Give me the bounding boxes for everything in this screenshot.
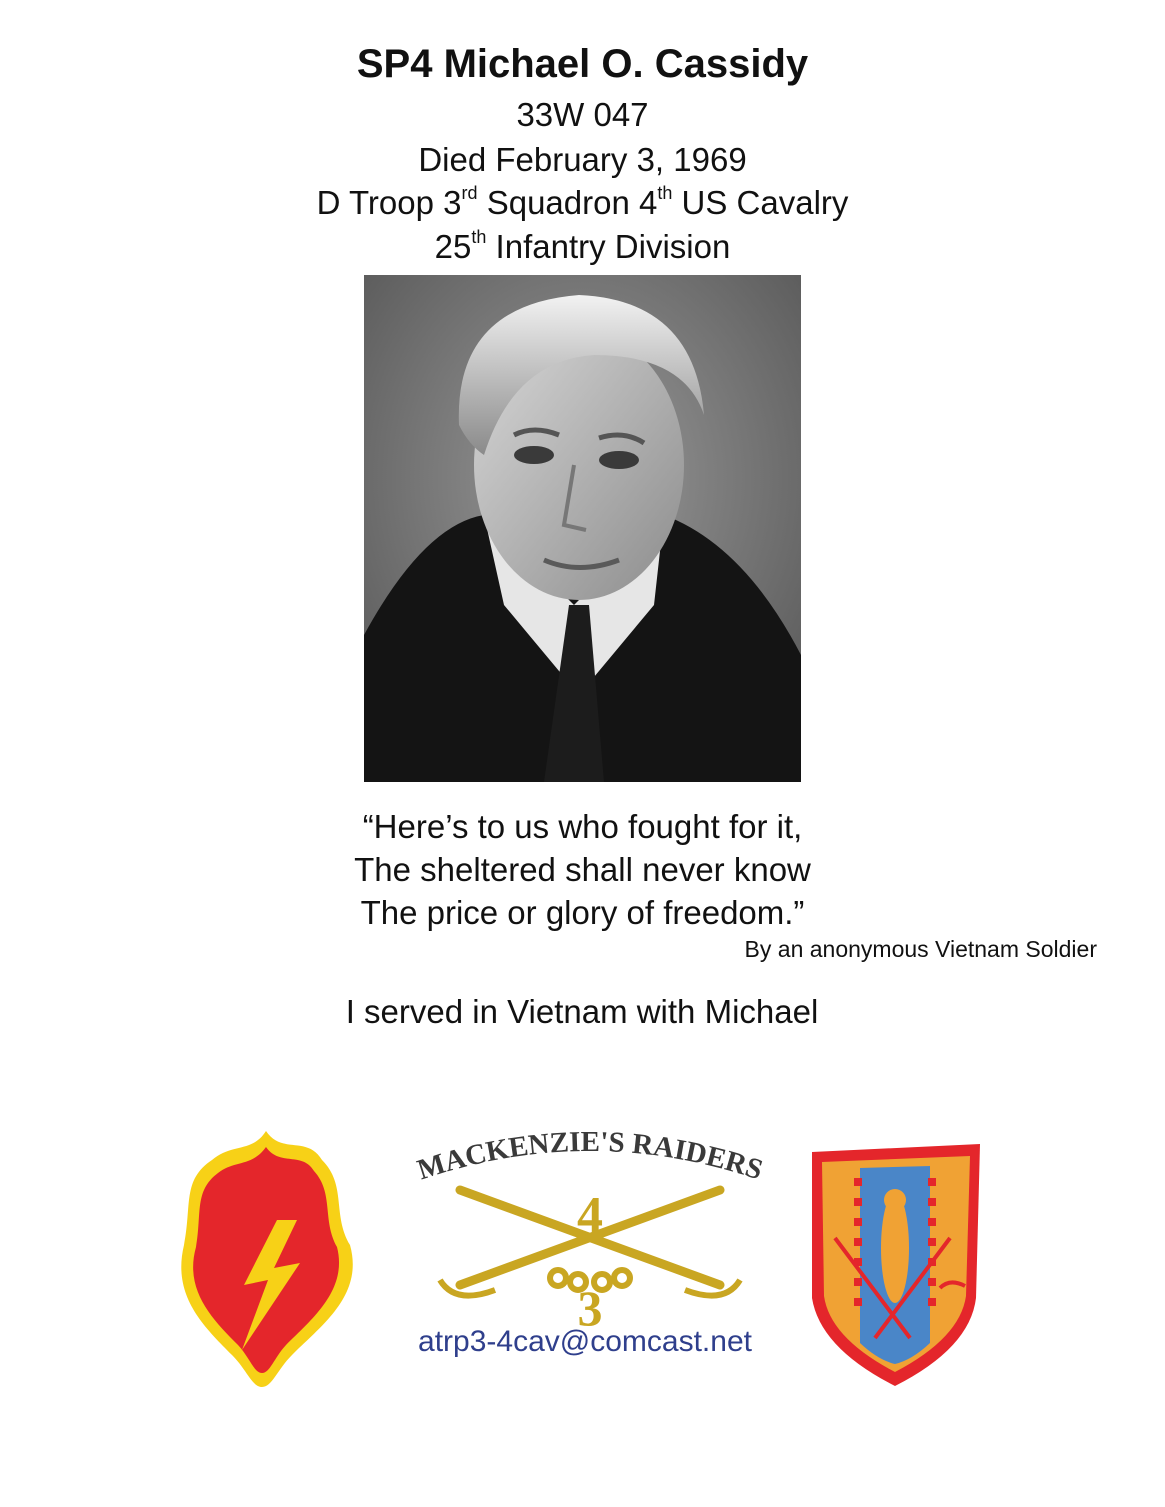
svg-text:MACKENZIE'S RAIDERS [414,1126,767,1186]
division-prefix: 25 [434,228,472,265]
grave-location: 33W 047 [516,96,649,133]
tribute-label: I served in Vietnam with Michael [345,993,819,1030]
division-suffix: Infantry Division [486,228,731,265]
quote-line-2: The sheltered shall never know [354,851,811,888]
logo-banner: MACKENZIE'S RAIDERS [413,1125,767,1187]
logo-number-bottom: 3 [577,1280,603,1336]
logo-number-top: 4 [577,1187,603,1244]
quote-line-1: “Here’s to us who fought for it, [362,808,803,845]
portrait-photo [364,275,801,782]
division-line [0,228,1165,266]
25th-infantry-patch-icon [172,1125,360,1393]
page-title: SP4 Michael O. Cassidy [356,42,809,86]
unit-ordinal-1: rd [461,183,478,203]
division-ordinal: th [471,227,487,247]
unit-ordinal-2: th [657,183,673,203]
unit-line [0,184,1165,222]
4th-cavalry-patch-icon [800,1138,990,1390]
death-date: Died February 3, 1969 [418,141,747,178]
unit-suffix: US Cavalry [672,184,849,221]
tribute-text [0,993,1165,1031]
quote-attribution: By an anonymous Vietnam Soldier [744,936,1097,962]
quote-line-3: The price or glory of freedom.” [360,894,805,931]
unit-mid: Squadron 4 [477,184,658,221]
contact-email-link[interactable]: atrp3-4cav@comcast.net [418,1325,752,1358]
unit-prefix: D Troop 3 [316,184,462,221]
